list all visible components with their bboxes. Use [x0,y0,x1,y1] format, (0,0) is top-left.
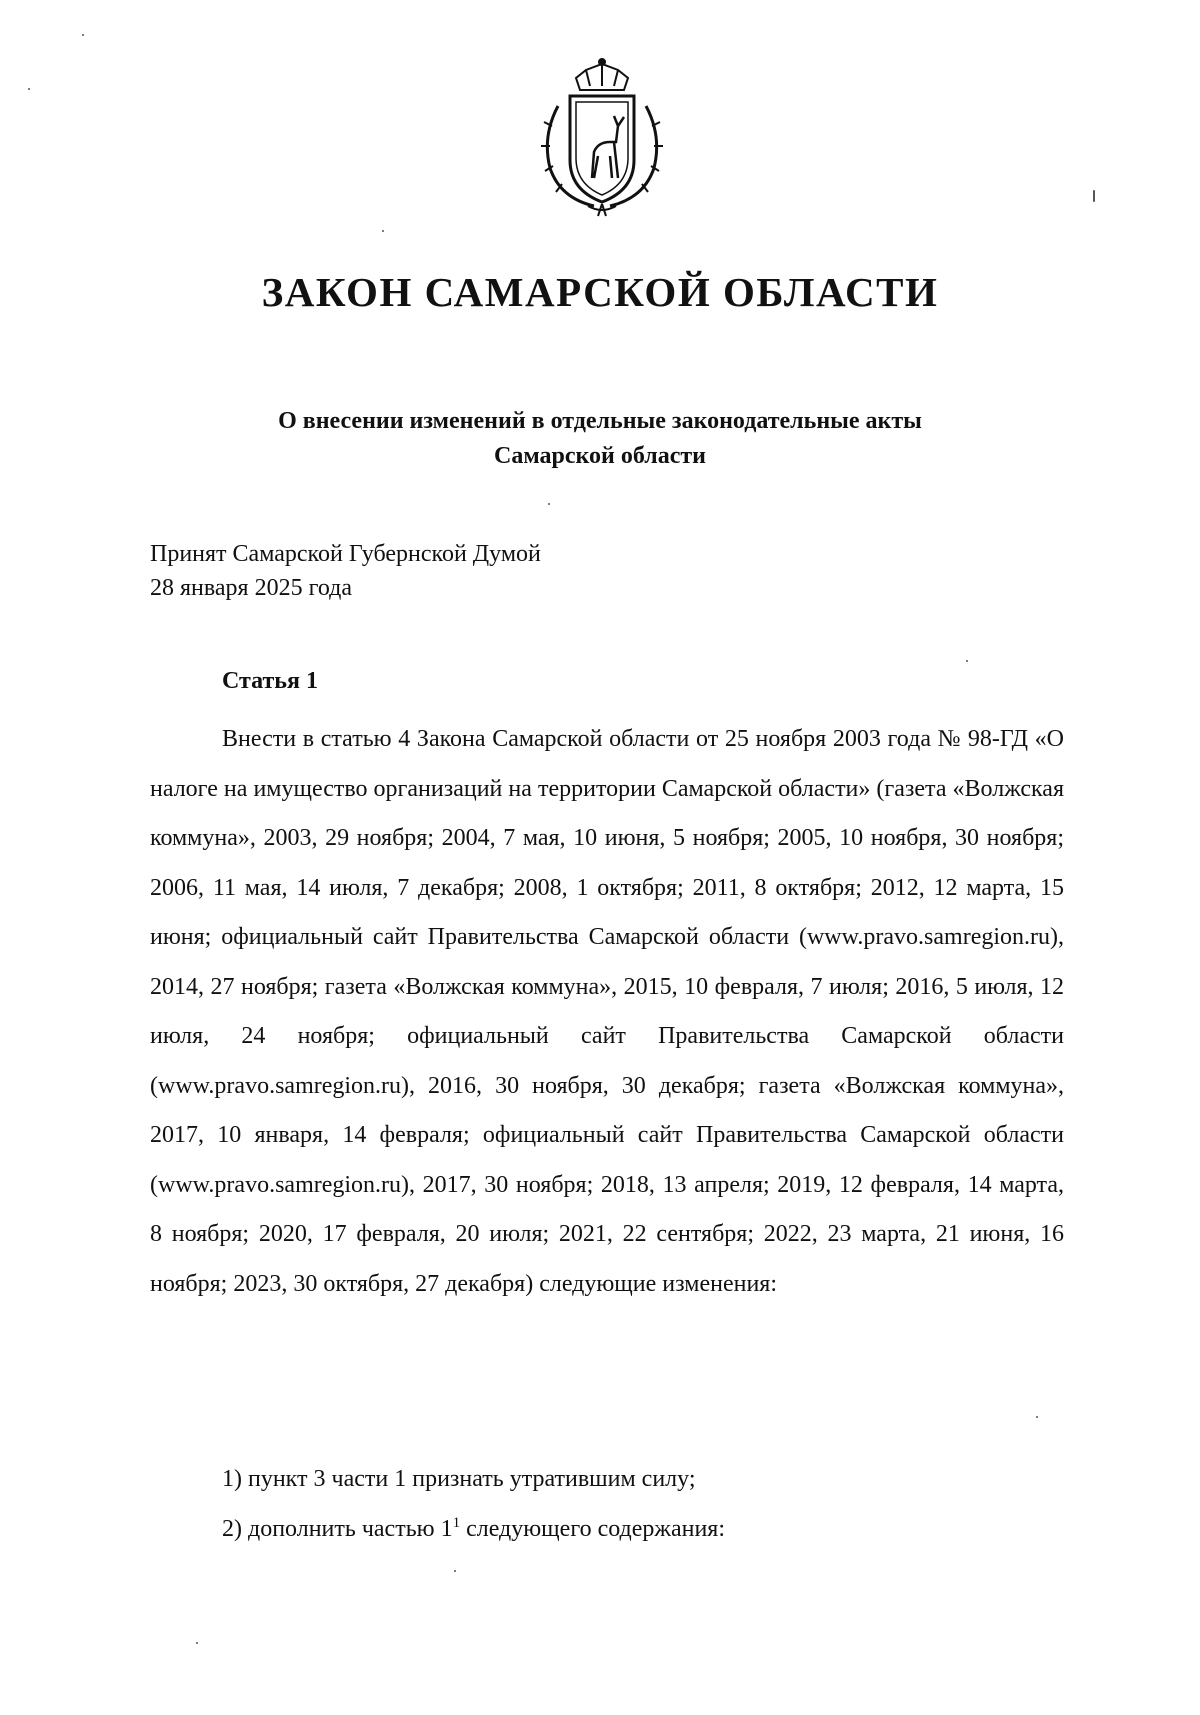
list-item-text-tail: следующего содержания: [460,1516,726,1542]
scan-speck [196,1642,198,1644]
adoption-info [150,537,850,605]
list-item [222,1504,1064,1554]
adoption-date: 28 января 2025 года [150,575,353,601]
scan-speck [454,1570,456,1572]
law-subtitle-line-2: Самарской области [494,443,706,469]
scan-speck [1093,190,1095,202]
article-paragraph: Внести в статью 4 Закона Самарской области от 25 ноября 2003 года № 98-ГД «О налоге на имущество организаций на территории Самарской области» (газета «Волжская коммуна», 2003, 29 ноября; 2004, 7 мая, 10 июня, 5 ноября; 2005, 10 ноября, 30 ноября; 2006, 11 мая, 14 июля, 7 декабря; 2008, 1 октября; 2011, 8 октября; 2012, 12 марта, 15 июня; официальный сайт Правительства Самарской области (www.pravo.samregion.ru), 2014, 27 ноября; газета «Волжская коммуна», 2015, 10 февраля, 7 июля; 2016, 5 июля, 12 июля, 24 ноября; официальный сайт Правительства Самарской области (www.pravo.samregion.ru), 2016, 30 ноября, 30 декабря; газета «Волжская коммуна», 2017, 10 января, 14 февраля; официальный сайт Правительства Самарской области (www.pravo.samregion.ru), 2017, 30 ноября; 2018, 13 апреля; 2019, 12 февраля, 14 марта, 8 ноября; 2020, 17 февраля, 20 июля; 2021, 22 сентября; 2022, 23 марта, 21 июня, 16 ноября; 2023, 30 октября, 27 декабря) следующие изменения: [150,726,1064,1297]
article-body [150,715,1064,1309]
scan-speck [382,230,384,232]
article-heading: Статья 1 [222,668,318,694]
law-subtitle [0,404,1200,474]
scan-speck [966,660,968,662]
scan-speck [82,34,84,36]
law-subtitle-line-1: О внесении изменений в отдельные законодательные акты [278,408,922,434]
superscript: 1 [452,1515,461,1531]
list-item: 1) пункт 3 части 1 признать утратившим силу; [222,1466,696,1492]
law-title: ЗАКОН САМАРСКОЙ ОБЛАСТИ [261,269,939,315]
scan-speck [1036,1416,1038,1418]
amendment-list [222,1454,1064,1554]
scan-speck [28,88,30,90]
adopted-by: Принят Самарской Губернской Думой [150,541,541,567]
list-item-text: 2) дополнить частью 1 [222,1516,453,1542]
samara-coat-of-arms-emblem [528,56,676,218]
scan-speck [548,503,550,505]
